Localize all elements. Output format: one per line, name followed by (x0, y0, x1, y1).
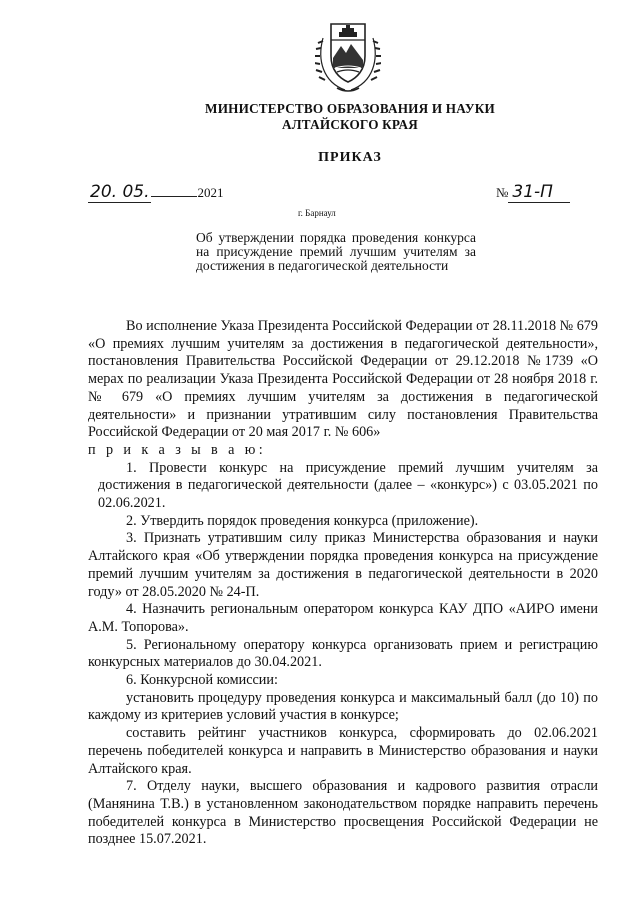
order-date-handwritten: 20. 05. (90, 182, 150, 202)
preamble-paragraph: Во исполнение Указа Президента Российской Федерации от 28.11.2018 № 679 «О премиях лучшим учителям за достижения в педагогической деятельности», постановления Правительства Российской Федерации от 29.12.2018 №1739 «О мерах по реализации Указа Президента Российской Федерации от 28 ноября 2018 г. № 679 «О премиях лучшим учителям за достижения в педагогической деятельности» и признании утратившим силу постановления Правительства Российской Федерации от 20 мая 2017 г. № 606» (88, 318, 598, 441)
item-6: 6. Конкурсной комиссии: (126, 672, 278, 689)
date-blank-line (151, 195, 197, 197)
item-6-sub-1: установить процедуру проведения конкурса и максимальный балл (до 10) по каждому из критериев условий участия в конкурсе; (88, 689, 598, 724)
issue-city: г. Барнаул (298, 208, 336, 218)
document-type-title: ПРИКАЗ (318, 150, 382, 165)
item-7: 7. Отделу науки, высшего образования и кадрового развития отрасли (Манянина Т.В.) в установленном законодательством порядке направить перечень победителей конкурса в Министерство просвещения Российской Федерации не позднее 15.07.2021. (88, 778, 598, 848)
item-3: 3. Признать утратившим силу приказ Министерства образования и науки Алтайского края «Об утверждении порядка проведения конкурса на присуждение премий лучшим учителям за достижения в педагогической деятельности в 2020 году» от 28.05.2020 № 24-П. (88, 530, 598, 600)
item-2: 2. Утвердить порядок проведения конкурса (приложение). (126, 512, 479, 529)
ministry-name-line2: АЛТАЙСКОГО КРАЯ (282, 117, 418, 132)
altai-krai-emblem (315, 16, 381, 94)
order-subject: Об утверждении порядка проведения конкурса на присуждение премий лучшим учителям за достижения в педагогической деятельности (196, 230, 476, 273)
item-1: 1. Провести конкурс на присуждение премий лучшим учителям за достижения в педагогической деятельности (далее – «конкурс») с 03.05.2021 по 02.06.2021. (98, 459, 598, 512)
item-4: 4. Назначить региональным оператором конкурса КАУ ДПО «АИРО имени А.М. Топорова». (88, 601, 598, 635)
order-body (88, 318, 598, 849)
order-word: п р и к а з ы в а ю: (88, 441, 267, 458)
order-year: 2021 (197, 185, 224, 200)
order-number (496, 182, 570, 203)
item-6-sub-2: составить рейтинг участников конкурса, сформировать до 02.06.2021 перечень победителей конкурса и направить в Министерство образования и науки Алтайского края. (88, 725, 598, 777)
ministry-name-line1: МИНИСТЕРСТВО ОБРАЗОВАНИЯ И НАУКИ (205, 101, 495, 116)
order-number-prefix: № (496, 185, 509, 200)
order-number-handwritten: 31-П (508, 182, 570, 203)
order-date (88, 182, 223, 203)
item-5: 5. Региональному оператору конкурса организовать прием и регистрацию конкурсных материалов до 30.04.2021. (88, 636, 598, 671)
